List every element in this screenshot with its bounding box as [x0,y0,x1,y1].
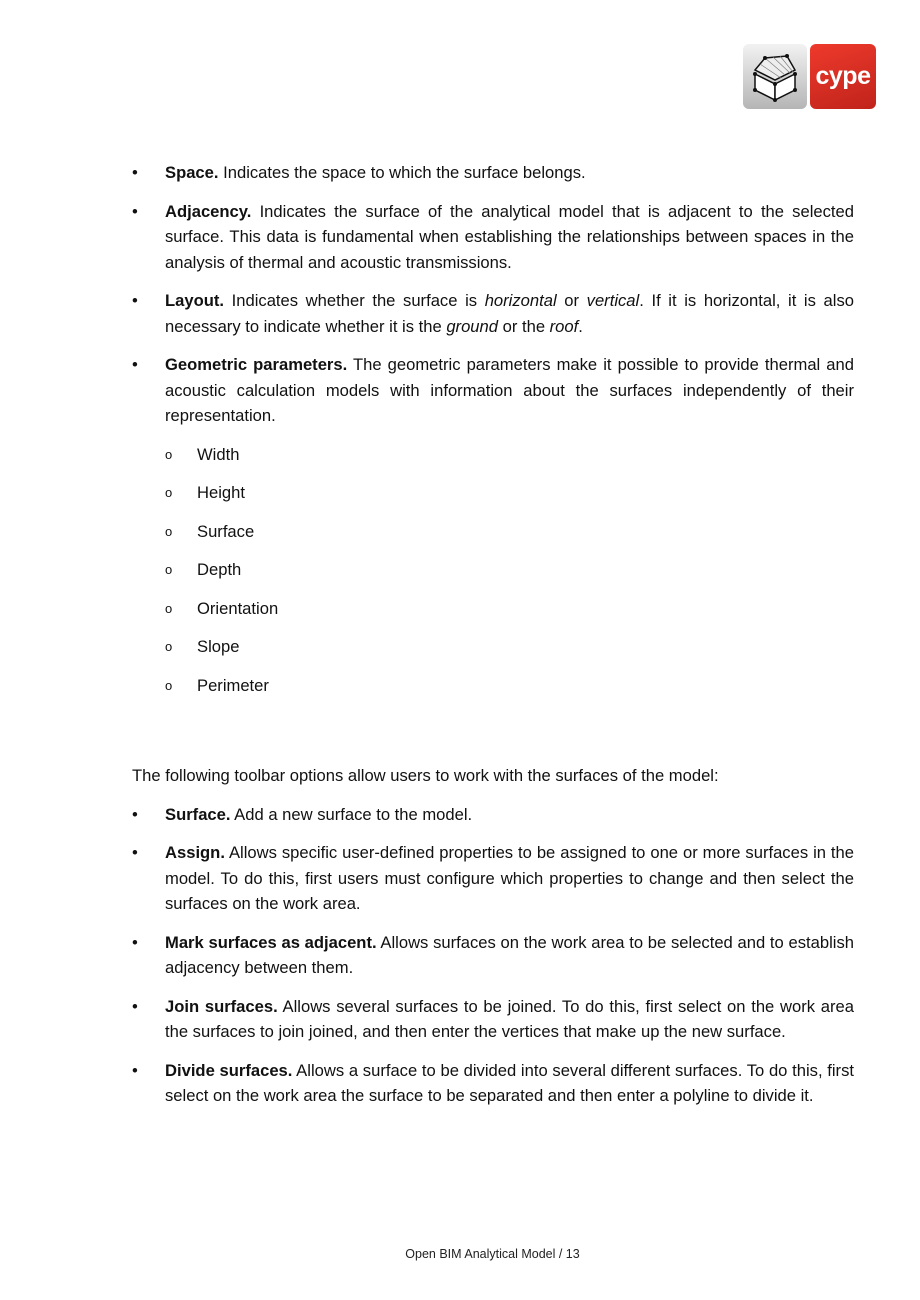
item-text: ground [446,316,498,336]
item-text: Allows specific user-defined properties to be assigned to one or more surfaces in the model. To do this, first users must configure which properties to change and then select the surfaces on the work area. [165,843,854,913]
sub-list-item: o Height [165,480,854,506]
item-text: or the [498,316,550,336]
item-term: Mark surfaces as adjacent. [165,932,377,952]
document-body [132,160,854,1122]
list-item [132,352,854,698]
item-text: Add a new surface to the model. [230,804,473,824]
item-text: roof [549,316,579,336]
property-list [132,160,854,698]
sub-list [165,442,854,699]
list-item [132,288,854,339]
item-text: Indicates whether the surface is [224,291,485,310]
item-term: Surface. [165,804,231,824]
list-item [132,930,854,981]
list-item [132,840,854,917]
brand-logo: cype [810,44,876,109]
toolbar-options-list [132,802,854,1109]
item-term: Layout. [165,291,225,310]
item-text: . [578,316,583,336]
item-text: horizontal [484,291,557,310]
item-text: . If it is horizontal, it is also necessary to indicate whether it is the [165,291,854,336]
house-grid-icon [743,44,807,109]
item-text: Allows several surfaces to be joined. To do this, first select on the work area the surfaces to join joined, and then enter the vertices that make up the new surface. [165,996,854,1041]
item-term: Join surfaces. [165,996,278,1016]
list-item [132,802,854,828]
item-text: Allows a surface to be divided into several different surfaces. To do this, first select on the work area the surface to be separated and then enter a polyline to divide it. [165,1060,854,1105]
sub-list-item: o Perimeter [165,673,854,699]
item-term: Assign. [165,843,225,862]
item-term: Geometric parameters. [165,355,348,374]
item-text: The geometric parameters make it possible to provide thermal and acoustic calculation models with information about the surfaces independently of their representation. [165,355,854,425]
sub-list-item: o Surface [165,519,854,545]
item-term: Divide surfaces. [165,1060,293,1080]
page-footer: Open BIM Analytical Model / 13 [405,1247,580,1261]
sub-list-item: o Depth [165,557,854,583]
sub-list-item: o Orientation [165,596,854,622]
list-item [132,160,854,186]
list-item [132,199,854,276]
sub-list-item: o Slope [165,634,854,660]
item-text: or [556,291,587,310]
item-text: Allows surfaces on the work area to be selected and to establish adjacency between them. [165,932,854,977]
item-text: vertical [586,291,640,310]
list-item [132,1058,854,1109]
sub-list-item: o Width [165,442,854,468]
list-item [132,994,854,1045]
cype-logo [743,44,877,110]
item-text: Indicates the surface of the analytical model that is adjacent to the selected surface. This data is fundamental when establishing the relationships between spaces in the analysis of thermal and acoustic transmissions. [165,201,854,272]
item-term: Adjacency. [165,201,252,221]
item-text: Indicates the space to which the surface belongs. [218,163,586,182]
item-term: Space. [165,163,219,182]
intro-paragraph: The following toolbar options allow users to work with the surfaces of the model: [132,766,719,785]
